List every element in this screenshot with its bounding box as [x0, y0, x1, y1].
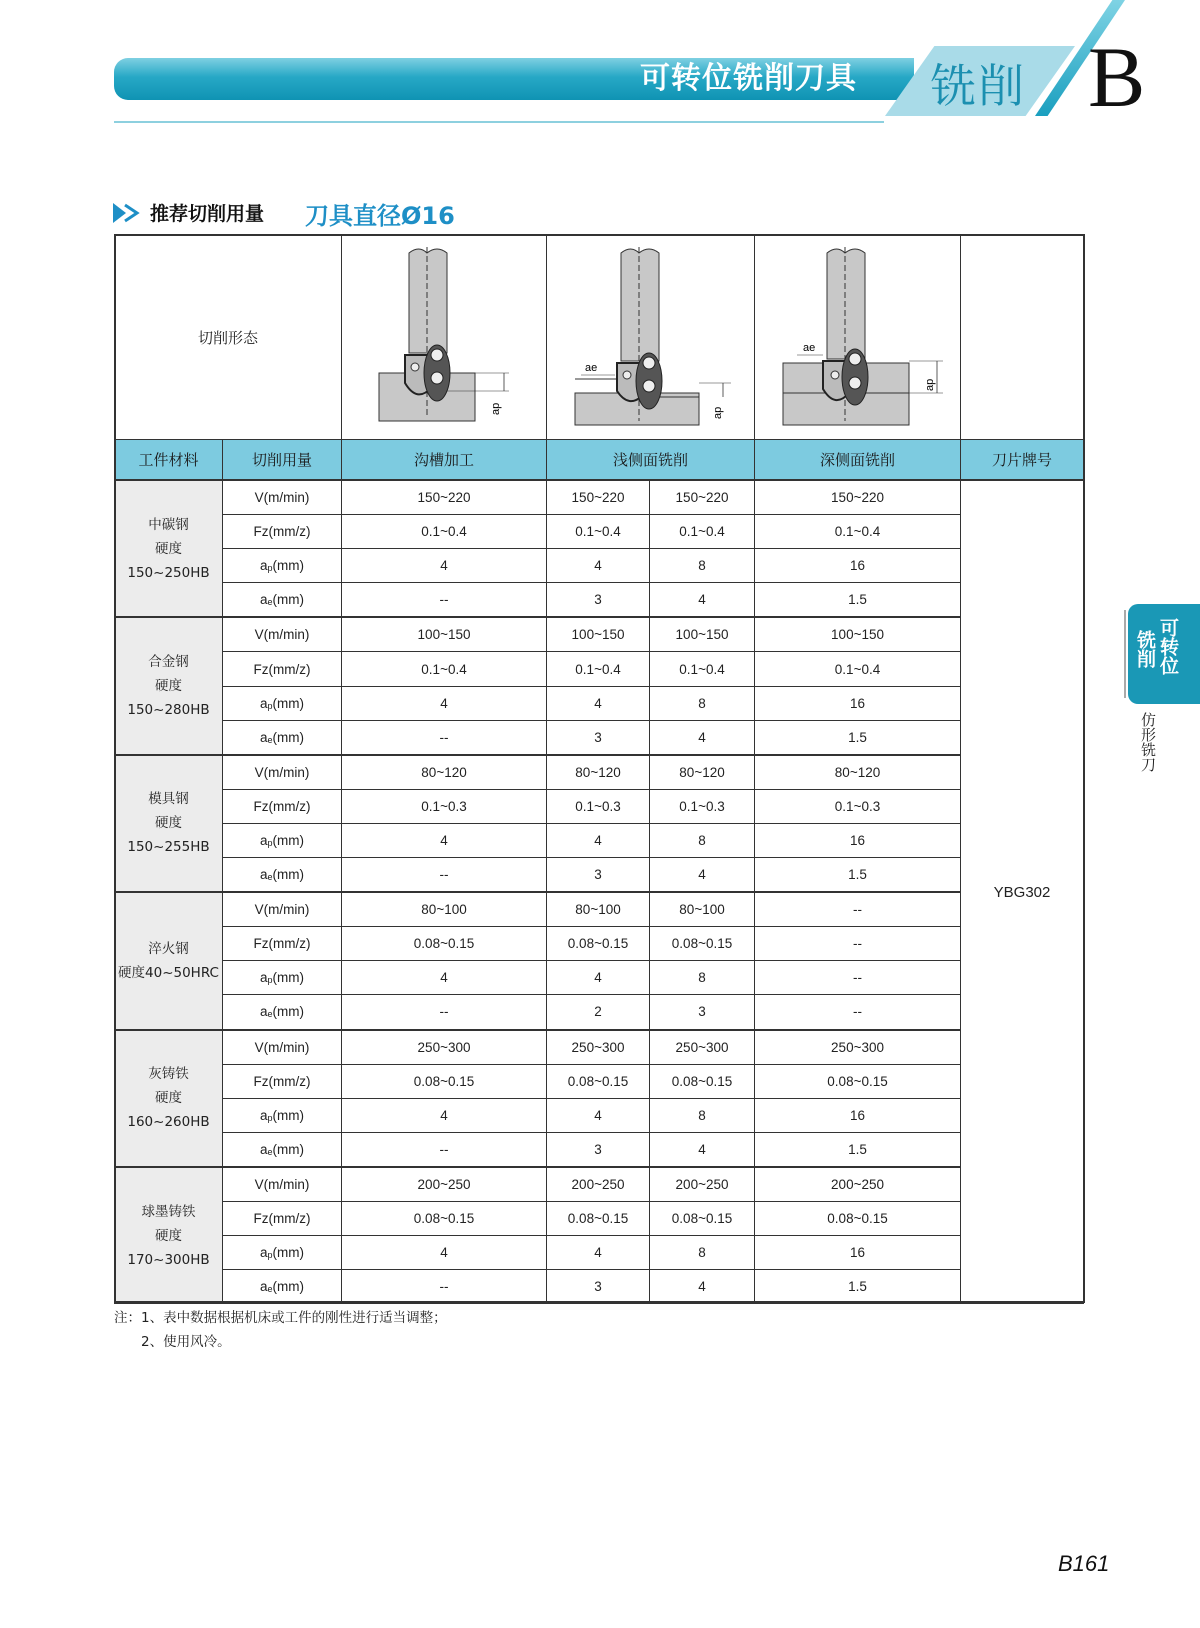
param-unit: (mm) — [272, 558, 305, 574]
param-unit: (mm) — [272, 1279, 305, 1295]
material-line: 硬度 — [155, 540, 182, 557]
value-cell: 0.1~0.4 — [755, 515, 961, 549]
value-cell: 150~220 — [547, 480, 650, 515]
param-unit: (mm) — [272, 1141, 305, 1157]
param-main: V(m/min) — [254, 627, 310, 643]
param-main: Fz(mm/z) — [253, 798, 311, 814]
table-row — [115, 617, 1084, 652]
value-cell: -- — [342, 995, 547, 1030]
banner-tab-text: 铣削 — [930, 59, 1026, 113]
param-sub: p — [267, 1112, 273, 1123]
value-cell: -- — [755, 961, 961, 995]
slot-milling-illustration — [369, 243, 519, 429]
side-tab-line — [1124, 610, 1126, 698]
material-line: 合金钢 — [148, 654, 189, 671]
parameter-label — [223, 1201, 342, 1235]
value-cell: 0.08~0.15 — [547, 1064, 650, 1098]
value-cell: 0.1~0.3 — [547, 789, 650, 823]
param-main: Fz(mm/z) — [253, 661, 311, 677]
material-cell — [115, 755, 223, 892]
param-main: a — [260, 558, 268, 574]
material-cell — [115, 480, 223, 617]
value-cell: 0.08~0.15 — [342, 927, 547, 961]
value-cell: 0.08~0.15 — [755, 1201, 961, 1235]
value-cell: 4 — [547, 549, 650, 583]
param-unit: (mm) — [272, 1107, 305, 1123]
table-row — [115, 755, 1084, 790]
table-row — [115, 720, 1084, 755]
shallow-side-milling-illustration — [571, 243, 731, 429]
parameter-label — [223, 961, 342, 995]
param-unit: (mm) — [272, 867, 305, 883]
value-cell: 8 — [650, 1236, 755, 1270]
table-row — [115, 1064, 1084, 1098]
value-cell: 200~250 — [755, 1167, 961, 1202]
value-cell: 3 — [547, 1270, 650, 1304]
material-line: 灰铸铁 — [148, 1066, 189, 1083]
value-cell: 3 — [547, 1132, 650, 1167]
material-line: 模具钢 — [148, 791, 189, 808]
value-cell: -- — [342, 720, 547, 755]
value-cell: 8 — [650, 549, 755, 583]
value-cell: 3 — [547, 583, 650, 618]
material-cell — [115, 617, 223, 754]
value-cell: 100~150 — [650, 617, 755, 652]
value-cell: 4 — [547, 823, 650, 857]
parameter-label — [223, 1132, 342, 1167]
param-main: V(m/min) — [254, 1039, 310, 1055]
value-cell: -- — [342, 858, 547, 893]
param-main: a — [260, 970, 268, 986]
param-main: Fz(mm/z) — [253, 1073, 311, 1089]
deep-side-milling-illustration — [773, 243, 943, 429]
parameter-label — [223, 1064, 342, 1098]
value-cell: 150~220 — [650, 480, 755, 515]
param-unit: (mm) — [272, 592, 305, 608]
parameter-label — [223, 755, 342, 790]
slot-milling-diagram — [342, 235, 547, 440]
side-tab-label-1[interactable]: 可转位 — [1157, 618, 1179, 675]
param-main: V(m/min) — [254, 490, 310, 506]
value-cell: -- — [755, 927, 961, 961]
col-header-parameter: 切削用量 — [223, 440, 342, 481]
col-header-deep-side: 深侧面铣削 — [755, 440, 961, 481]
param-sub: p — [267, 700, 273, 711]
table-row — [115, 858, 1084, 893]
value-cell: 0.08~0.15 — [342, 1064, 547, 1098]
parameter-label — [223, 652, 342, 686]
material-line: 硬度 — [155, 1090, 182, 1107]
value-cell: 4 — [547, 686, 650, 720]
table-row — [115, 1201, 1084, 1235]
material-line: 球墨铸铁 — [141, 1203, 196, 1220]
value-cell: -- — [755, 892, 961, 927]
param-sub: e — [267, 872, 273, 883]
value-cell: 100~150 — [342, 617, 547, 652]
param-main: Fz(mm/z) — [253, 1211, 311, 1227]
table-row — [115, 515, 1084, 549]
value-cell: 16 — [755, 823, 961, 857]
value-cell: 200~250 — [547, 1167, 650, 1202]
param-main: V(m/min) — [254, 1176, 310, 1192]
tool-diameter-title: 刀具直径Ø16 — [305, 202, 455, 230]
parameter-label — [223, 515, 342, 549]
shallow-side-milling-diagram — [547, 235, 755, 440]
value-cell: 80~100 — [547, 892, 650, 927]
param-sub: e — [267, 734, 273, 745]
col-header-material: 工件材料 — [115, 440, 223, 481]
value-cell: 4 — [342, 549, 547, 583]
value-cell: 1.5 — [755, 1132, 961, 1167]
material-line: 160~260HB — [127, 1114, 210, 1131]
parameter-label — [223, 1030, 342, 1065]
value-cell: -- — [755, 995, 961, 1030]
value-cell: 0.1~0.4 — [547, 652, 650, 686]
value-cell: 80~100 — [650, 892, 755, 927]
param-unit: (mm) — [272, 1245, 305, 1261]
double-chevron-right-icon — [113, 203, 143, 223]
value-cell: 80~100 — [342, 892, 547, 927]
material-line: 硬度 — [155, 1227, 182, 1244]
value-cell: 80~120 — [547, 755, 650, 790]
value-cell: 4 — [342, 961, 547, 995]
value-cell: 4 — [547, 1236, 650, 1270]
parameter-label — [223, 789, 342, 823]
value-cell: -- — [342, 1270, 547, 1304]
parameter-label — [223, 823, 342, 857]
table-body — [115, 480, 1084, 1304]
value-cell: 4 — [342, 823, 547, 857]
value-cell: 1.5 — [755, 858, 961, 893]
param-main: a — [260, 592, 268, 608]
param-sub: e — [267, 597, 273, 608]
empty-grade-diagram-cell — [961, 235, 1084, 440]
table-row — [115, 549, 1084, 583]
param-sub: p — [267, 1250, 273, 1261]
table-row — [115, 480, 1084, 515]
value-cell: 4 — [342, 686, 547, 720]
table-row — [115, 1132, 1084, 1167]
material-line: 中碳钢 — [148, 516, 189, 533]
header-row — [115, 440, 1084, 481]
value-cell: 16 — [755, 549, 961, 583]
cutting-parameters-table — [114, 234, 1084, 1304]
value-cell: 80~120 — [650, 755, 755, 790]
material-line: 硬度 — [155, 678, 182, 695]
insert-grade-cell: YBG302 — [961, 480, 1084, 1304]
deep-side-milling-diagram — [755, 235, 961, 440]
value-cell: 0.08~0.15 — [342, 1201, 547, 1235]
value-cell: 2 — [547, 995, 650, 1030]
param-unit: (mm) — [272, 1004, 305, 1020]
parameter-label — [223, 995, 342, 1030]
ap-label: ap — [490, 402, 503, 415]
material-line: 170~300HB — [127, 1251, 210, 1268]
value-cell: 1.5 — [755, 1270, 961, 1304]
banner-title: 可转位铣削刀具 — [640, 61, 857, 96]
value-cell: 16 — [755, 1098, 961, 1132]
material-line: 150~280HB — [127, 702, 210, 719]
value-cell: 250~300 — [342, 1030, 547, 1065]
value-cell: 80~120 — [755, 755, 961, 790]
value-cell: 0.08~0.15 — [755, 1064, 961, 1098]
parameter-label — [223, 617, 342, 652]
value-cell: 4 — [342, 1098, 547, 1132]
value-cell: 250~300 — [650, 1030, 755, 1065]
param-main: a — [260, 729, 268, 745]
cutting-form-label: 切削形态 — [115, 235, 342, 440]
param-main: a — [260, 1279, 268, 1295]
param-main: V(m/min) — [254, 764, 310, 780]
value-cell: -- — [342, 1132, 547, 1167]
value-cell: 4 — [547, 1098, 650, 1132]
parameter-label — [223, 1236, 342, 1270]
material-cell — [115, 892, 223, 1029]
value-cell: 0.08~0.15 — [547, 1201, 650, 1235]
col-header-insert-grade: 刀片牌号 — [961, 440, 1084, 481]
value-cell: 3 — [547, 720, 650, 755]
value-cell: 0.08~0.15 — [547, 927, 650, 961]
material-line: 150~255HB — [127, 839, 210, 856]
value-cell: 100~150 — [547, 617, 650, 652]
material-line: 硬度 — [155, 815, 182, 832]
param-unit: (mm) — [272, 970, 305, 986]
parameter-label — [223, 1098, 342, 1132]
value-cell: 0.1~0.4 — [650, 515, 755, 549]
param-main: a — [260, 1141, 268, 1157]
table-row — [115, 652, 1084, 686]
material-cell — [115, 1167, 223, 1304]
banner-underline — [114, 121, 884, 123]
material-line: 150~250HB — [127, 564, 210, 581]
table-row — [115, 686, 1084, 720]
value-cell: 16 — [755, 686, 961, 720]
value-cell: 0.1~0.4 — [342, 652, 547, 686]
value-cell: 150~220 — [755, 480, 961, 515]
param-sub: e — [267, 1009, 273, 1020]
table-row — [115, 823, 1084, 857]
value-cell: 0.1~0.3 — [650, 789, 755, 823]
value-cell: 250~300 — [755, 1030, 961, 1065]
value-cell: 0.1~0.4 — [547, 515, 650, 549]
ae-label: ae — [802, 341, 815, 354]
value-cell: 0.08~0.15 — [650, 1064, 755, 1098]
param-sub: e — [267, 1146, 273, 1157]
parameter-label — [223, 1167, 342, 1202]
param-main: a — [260, 1245, 268, 1261]
value-cell: 0.1~0.3 — [342, 789, 547, 823]
page-number: B161 — [1058, 1551, 1110, 1576]
section-title: 推荐切削用量 — [150, 203, 265, 225]
param-unit: (mm) — [272, 832, 305, 848]
side-tab-sub-label[interactable]: 仿形铣刀 — [1139, 712, 1157, 772]
table-row — [115, 583, 1084, 618]
param-main: a — [260, 1004, 268, 1020]
parameter-label — [223, 927, 342, 961]
value-cell: 8 — [650, 1098, 755, 1132]
side-tab-label-2[interactable]: 铣削 — [1134, 630, 1156, 668]
table-row — [115, 1098, 1084, 1132]
value-cell: 16 — [755, 1236, 961, 1270]
table-row — [115, 789, 1084, 823]
param-unit: (mm) — [272, 695, 305, 711]
param-main: Fz(mm/z) — [253, 936, 311, 952]
material-cell — [115, 1030, 223, 1167]
value-cell: 0.1~0.4 — [755, 652, 961, 686]
table-row — [115, 1030, 1084, 1065]
table-row — [115, 995, 1084, 1030]
value-cell: 4 — [650, 858, 755, 893]
material-line: 淬火钢 — [148, 940, 189, 957]
note-1: 注：1、表中数据根据机床或工件的刚性进行适当调整； — [114, 1310, 447, 1326]
param-sub: p — [267, 837, 273, 848]
param-sub: p — [267, 975, 273, 986]
parameter-label — [223, 549, 342, 583]
value-cell: -- — [342, 583, 547, 618]
parameter-label — [223, 1270, 342, 1304]
value-cell: 250~300 — [547, 1030, 650, 1065]
param-main: Fz(mm/z) — [253, 524, 311, 540]
value-cell: 1.5 — [755, 720, 961, 755]
value-cell: 4 — [342, 1236, 547, 1270]
value-cell: 0.1~0.4 — [342, 515, 547, 549]
param-main: a — [260, 1107, 268, 1123]
param-main: a — [260, 867, 268, 883]
parameter-label — [223, 892, 342, 927]
param-sub: e — [267, 1284, 273, 1295]
col-header-slot: 沟槽加工 — [342, 440, 547, 481]
value-cell: 0.1~0.4 — [650, 652, 755, 686]
value-cell: 8 — [650, 686, 755, 720]
value-cell: 4 — [547, 961, 650, 995]
value-cell: 4 — [650, 1270, 755, 1304]
table-row — [115, 892, 1084, 927]
value-cell: 0.08~0.15 — [650, 927, 755, 961]
col-header-shallow-side: 浅侧面铣削 — [547, 440, 755, 481]
parameter-label — [223, 720, 342, 755]
ap-label: ap — [923, 378, 936, 391]
diagram-row — [115, 235, 1084, 440]
table-row — [115, 1270, 1084, 1304]
value-cell: 8 — [650, 823, 755, 857]
ap-label: ap — [711, 406, 724, 419]
value-cell: 4 — [650, 720, 755, 755]
material-line: 硬度40~50HRC — [118, 964, 219, 981]
parameter-label — [223, 858, 342, 893]
value-cell: 4 — [650, 583, 755, 618]
param-unit: (mm) — [272, 729, 305, 745]
value-cell: 0.08~0.15 — [650, 1201, 755, 1235]
table-row — [115, 927, 1084, 961]
value-cell: 3 — [650, 995, 755, 1030]
value-cell: 80~120 — [342, 755, 547, 790]
value-cell: 4 — [650, 1132, 755, 1167]
section-letter: B — [1088, 29, 1146, 125]
value-cell: 200~250 — [650, 1167, 755, 1202]
parameter-label — [223, 686, 342, 720]
value-cell: 100~150 — [755, 617, 961, 652]
parameter-label — [223, 583, 342, 618]
parameter-label — [223, 480, 342, 515]
notes — [114, 1306, 447, 1354]
table-row — [115, 1167, 1084, 1202]
value-cell: 150~220 — [342, 480, 547, 515]
ae-label: ae — [584, 361, 597, 374]
table-row — [115, 961, 1084, 995]
param-main: a — [260, 695, 268, 711]
param-main: V(m/min) — [254, 902, 310, 918]
param-main: a — [260, 832, 268, 848]
value-cell: 3 — [547, 858, 650, 893]
table-row — [115, 1236, 1084, 1270]
value-cell: 1.5 — [755, 583, 961, 618]
value-cell: 8 — [650, 961, 755, 995]
value-cell: 200~250 — [342, 1167, 547, 1202]
value-cell: 0.1~0.3 — [755, 789, 961, 823]
note-2: 2、使用风冷。 — [141, 1334, 231, 1350]
param-sub: p — [267, 563, 273, 574]
